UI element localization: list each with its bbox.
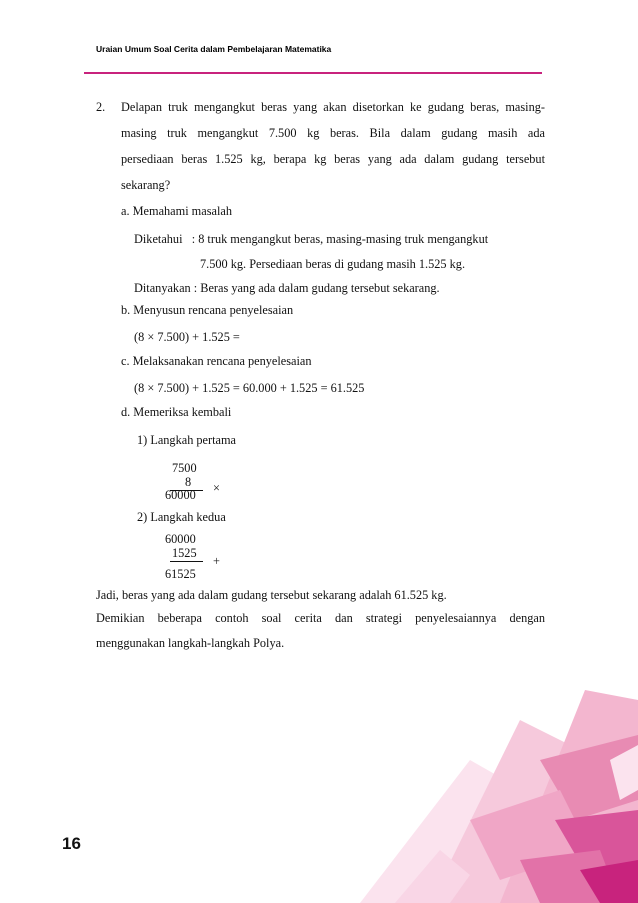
problem-line-1: Delapan truk mengangkut beras yang akan disetorkan ke gudang beras, masing- <box>121 100 545 114</box>
deco-shape-2 <box>430 720 600 903</box>
add-bottom-operand: 1525 <box>172 546 197 560</box>
deco-shape-7 <box>520 850 620 903</box>
step-d-label: d. Memeriksa kembali <box>121 405 232 419</box>
step-a-label: a. Memahami masalah <box>121 204 232 218</box>
page-number: 16 <box>62 834 81 853</box>
step-c-expression: (8 × 7.500) + 1.525 = 60.000 + 1.525 = 61.525 <box>134 381 365 395</box>
problem-number: 2. <box>96 100 106 114</box>
conclusion-line: Jadi, beras yang ada dalam gudang tersebut sekarang adalah 61.525 kg. <box>96 588 447 602</box>
problem-line-3: persediaan beras 1.525 kg, berapa kg beras yang ada dalam gudang tersebut <box>121 152 545 166</box>
diketahui-line-1: Diketahui : 8 truk mengangkut beras, masing-masing truk mengangkut <box>134 232 489 246</box>
mult-result: 60000 <box>165 488 196 502</box>
check-step-1-label: 1) Langkah pertama <box>137 433 237 447</box>
mult-bottom-operand: 8 <box>185 475 192 489</box>
closing-line-1: Demikian beberapa contoh soal cerita dan strategi penyelesaiannya dengan <box>96 611 545 625</box>
problem-line-4: sekarang? <box>121 178 171 192</box>
deco-shape-5 <box>470 790 590 880</box>
problem-line-2: masing truk mengangkut 7.500 kg beras. Bila dalam gudang masih ada <box>121 126 545 140</box>
running-header: Uraian Umum Soal Cerita dalam Pembelajaran Matematika <box>96 44 332 54</box>
deco-shape-8 <box>580 860 638 903</box>
deco-shape-10 <box>395 850 470 903</box>
add-result: 61525 <box>165 567 196 581</box>
deco-shape-6 <box>555 810 638 880</box>
step-b-expression: (8 × 7.500) + 1.525 = <box>134 330 240 344</box>
add-operator: + <box>213 554 220 568</box>
mult-operator: × <box>213 481 220 495</box>
header-rule <box>84 72 542 74</box>
step-c-label: c. Melaksanakan rencana penyelesaian <box>121 354 312 368</box>
mult-top-operand: 7500 <box>172 461 197 475</box>
add-top-operand: 60000 <box>165 532 196 546</box>
check-step-2-label: 2) Langkah kedua <box>137 510 226 524</box>
deco-shape-1 <box>360 760 540 903</box>
deco-shape-3 <box>500 690 638 903</box>
ditanyakan-line: Ditanyakan : Beras yang ada dalam gudang tersebut sekarang. <box>134 281 440 295</box>
diketahui-line-2: 7.500 kg. Persediaan beras di gudang masih 1.525 kg. <box>200 257 466 271</box>
add-underline <box>170 561 203 562</box>
deco-shape-4 <box>540 735 638 820</box>
closing-line-2: menggunakan langkah-langkah Polya. <box>96 636 285 650</box>
deco-shape-9 <box>610 745 638 800</box>
step-b-label: b. Menyusun rencana penyelesaian <box>121 303 294 317</box>
